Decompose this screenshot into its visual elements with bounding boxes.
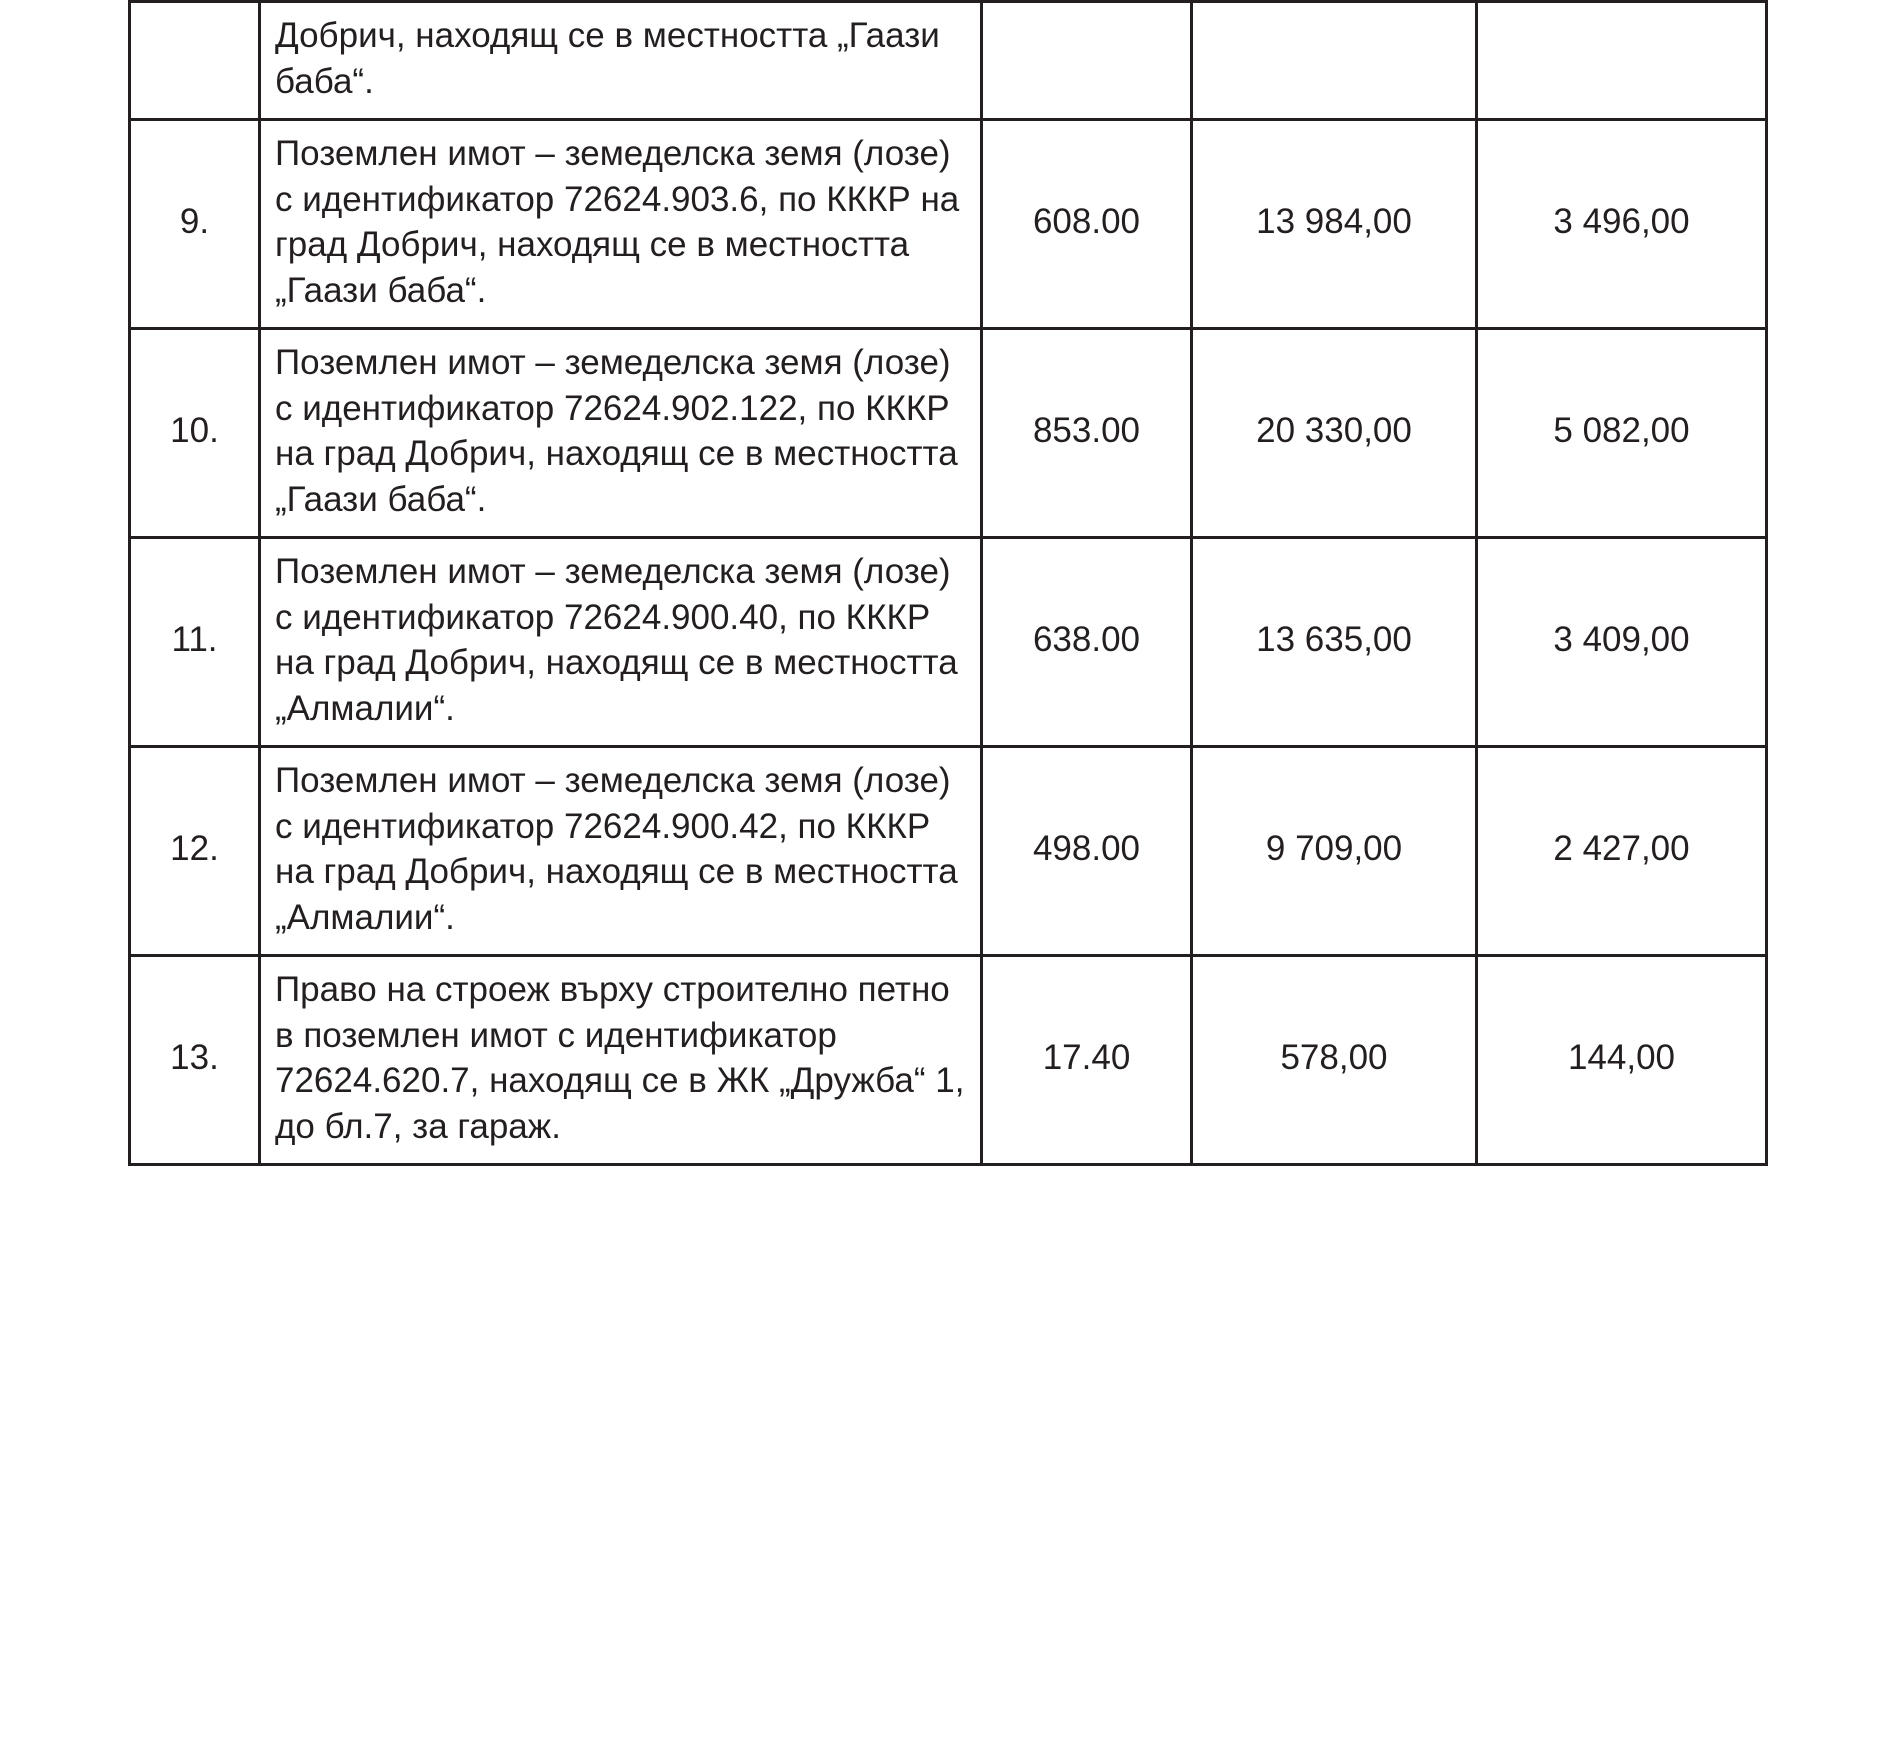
row-number: 11.: [130, 538, 260, 747]
row-area: 638.00: [982, 538, 1192, 747]
row-area: 608.00: [982, 120, 1192, 329]
row-number: [130, 2, 260, 120]
row-value-1: 20 330,00: [1192, 329, 1477, 538]
row-value-2: 3 409,00: [1477, 538, 1767, 747]
row-area: [982, 2, 1192, 120]
row-value-2: 5 082,00: [1477, 329, 1767, 538]
row-description: Право на строеж върху строително петно в поземлен имот с идентификатор 72624.620.7, находящ се в ЖК „Дружба“ 1, до бл.7, за гараж.: [260, 956, 982, 1165]
row-value-1: 578,00: [1192, 956, 1477, 1165]
table-row: [130, 120, 1767, 329]
row-description: Поземлен имот – земеделска земя (лозе) с идентификатор 72624.902.122, по КККР на град Добрич, находящ се в местността „Гаази баба“.: [260, 329, 982, 538]
property-table: [128, 0, 1768, 1166]
table-row: [130, 2, 1767, 120]
row-description: Поземлен имот – земеделска земя (лозе) с идентификатор 72624.900.42, по КККР на град Добрич, находящ се в местността „Алмалии“.: [260, 747, 982, 956]
table-row: [130, 956, 1767, 1165]
row-value-1: [1192, 2, 1477, 120]
row-value-1: 13 984,00: [1192, 120, 1477, 329]
row-value-1: 9 709,00: [1192, 747, 1477, 956]
row-description: Поземлен имот – земеделска земя (лозе) с идентификатор 72624.900.40, по КККР на град Добрич, находящ се в местността „Алмалии“.: [260, 538, 982, 747]
row-area: 17.40: [982, 956, 1192, 1165]
row-number: 10.: [130, 329, 260, 538]
row-value-2: 144,00: [1477, 956, 1767, 1165]
row-number: 12.: [130, 747, 260, 956]
row-description: Добрич, находящ се в местността „Гаази баба“.: [260, 2, 982, 120]
row-value-2: 2 427,00: [1477, 747, 1767, 956]
row-area: 498.00: [982, 747, 1192, 956]
table-body: [130, 2, 1767, 1165]
row-description: Поземлен имот – земеделска земя (лозе) с идентификатор 72624.903.6, по КККР на град Добрич, находящ се в местността „Гаази баба“.: [260, 120, 982, 329]
row-value-2: 3 496,00: [1477, 120, 1767, 329]
table-row: [130, 747, 1767, 956]
table-row: [130, 538, 1767, 747]
row-value-2: [1477, 2, 1767, 120]
table-row: [130, 329, 1767, 538]
row-number: 9.: [130, 120, 260, 329]
row-value-1: 13 635,00: [1192, 538, 1477, 747]
row-area: 853.00: [982, 329, 1192, 538]
row-number: 13.: [130, 956, 260, 1165]
